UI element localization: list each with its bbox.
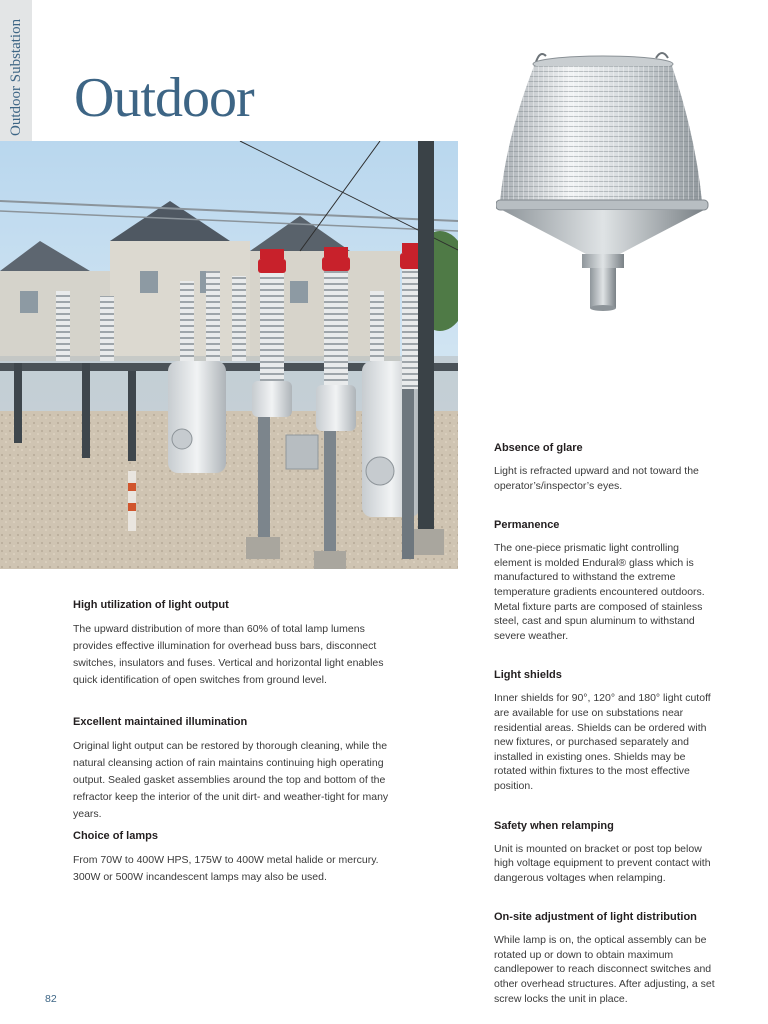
- section-heading: Safety when relamping: [494, 819, 614, 832]
- section-absence-of-glare: [494, 441, 718, 493]
- section-body: The upward distribution of more than 60% of total lamp lumens provides effective illumination for overhead buss bars, disconnect switches, insulators and fuses. Vertical and horizontal light enables quick identification of open switches from ground level.: [73, 623, 384, 686]
- fixture-graphic: [496, 48, 710, 318]
- section-heading: Light shields: [494, 669, 562, 682]
- section-choice-of-lamps: [73, 829, 398, 886]
- section-body: Original light output can be restored by thorough cleaning, while the natural cleansing action of rain maintains continuing high operating output. Sealed gasket assemblies around the top and bottom of the refractor keep the interior of the unit dirt- and weather-tight for many years.: [73, 740, 389, 820]
- section-body: Inner shields for 90°, 120° and 180° light cutoff are available for use on substations near residential areas. Shields can be ordered with new fixtures, or purchased separately and installed in existing ones. Shields may be rotated within fixtures to the most effective position.: [494, 692, 711, 792]
- side-tab-section: [0, 0, 32, 142]
- page-title: Outdoor: [74, 67, 254, 129]
- section-light-shields: [494, 668, 718, 793]
- section-body: Unit is mounted on bracket or post top below high voltage equipment to prevent contact with dangerous voltages when relamping.: [494, 842, 711, 884]
- prismatic-light-fixture: [496, 48, 710, 318]
- section-safety-relamping: [494, 819, 718, 886]
- section-high-utilization: [73, 598, 398, 689]
- page-number: 82: [45, 993, 57, 1005]
- right-column: [494, 441, 718, 1006]
- section-body: From 70W to 400W HPS, 175W to 400W metal halide or mercury. 300W or 500W incandescent lamps may also be used.: [73, 854, 379, 883]
- section-maintained-illumination: [73, 715, 398, 823]
- substation-photo: [0, 141, 458, 569]
- section-permanence: [494, 518, 718, 643]
- section-body: While lamp is on, the optical assembly can be rotated up or down to obtain maximum candlepower to reach disconnect switches and other overhead structures. After adjusting, a set screw locks the unit in place.: [494, 934, 715, 1005]
- section-heading: Choice of lamps: [73, 830, 158, 842]
- section-body: Light is refracted upward and not toward the operator’s/inspector’s eyes.: [494, 465, 699, 492]
- section-onsite-adjustment: [494, 910, 718, 1006]
- section-heading: Absence of glare: [494, 442, 583, 454]
- substation-photo-graphic: [0, 141, 458, 569]
- section-heading: Permanence: [494, 519, 560, 532]
- section-heading: High utilization of light output: [73, 599, 229, 611]
- side-tab-section-label: Outdoor Substation: [8, 18, 24, 136]
- section-heading: On-site adjustment of light distribution: [494, 911, 697, 924]
- left-column: [73, 598, 398, 886]
- section-heading: Excellent maintained illumination: [73, 716, 248, 728]
- section-body: The one-piece prismatic light controlling element is molded Endural® glass which is manufactured to withstand the extreme temperature gradients encountered outdoors. Metal fixture parts are composed of stainless steel, cast and spun aluminum to withstand severe weather.: [494, 542, 705, 642]
